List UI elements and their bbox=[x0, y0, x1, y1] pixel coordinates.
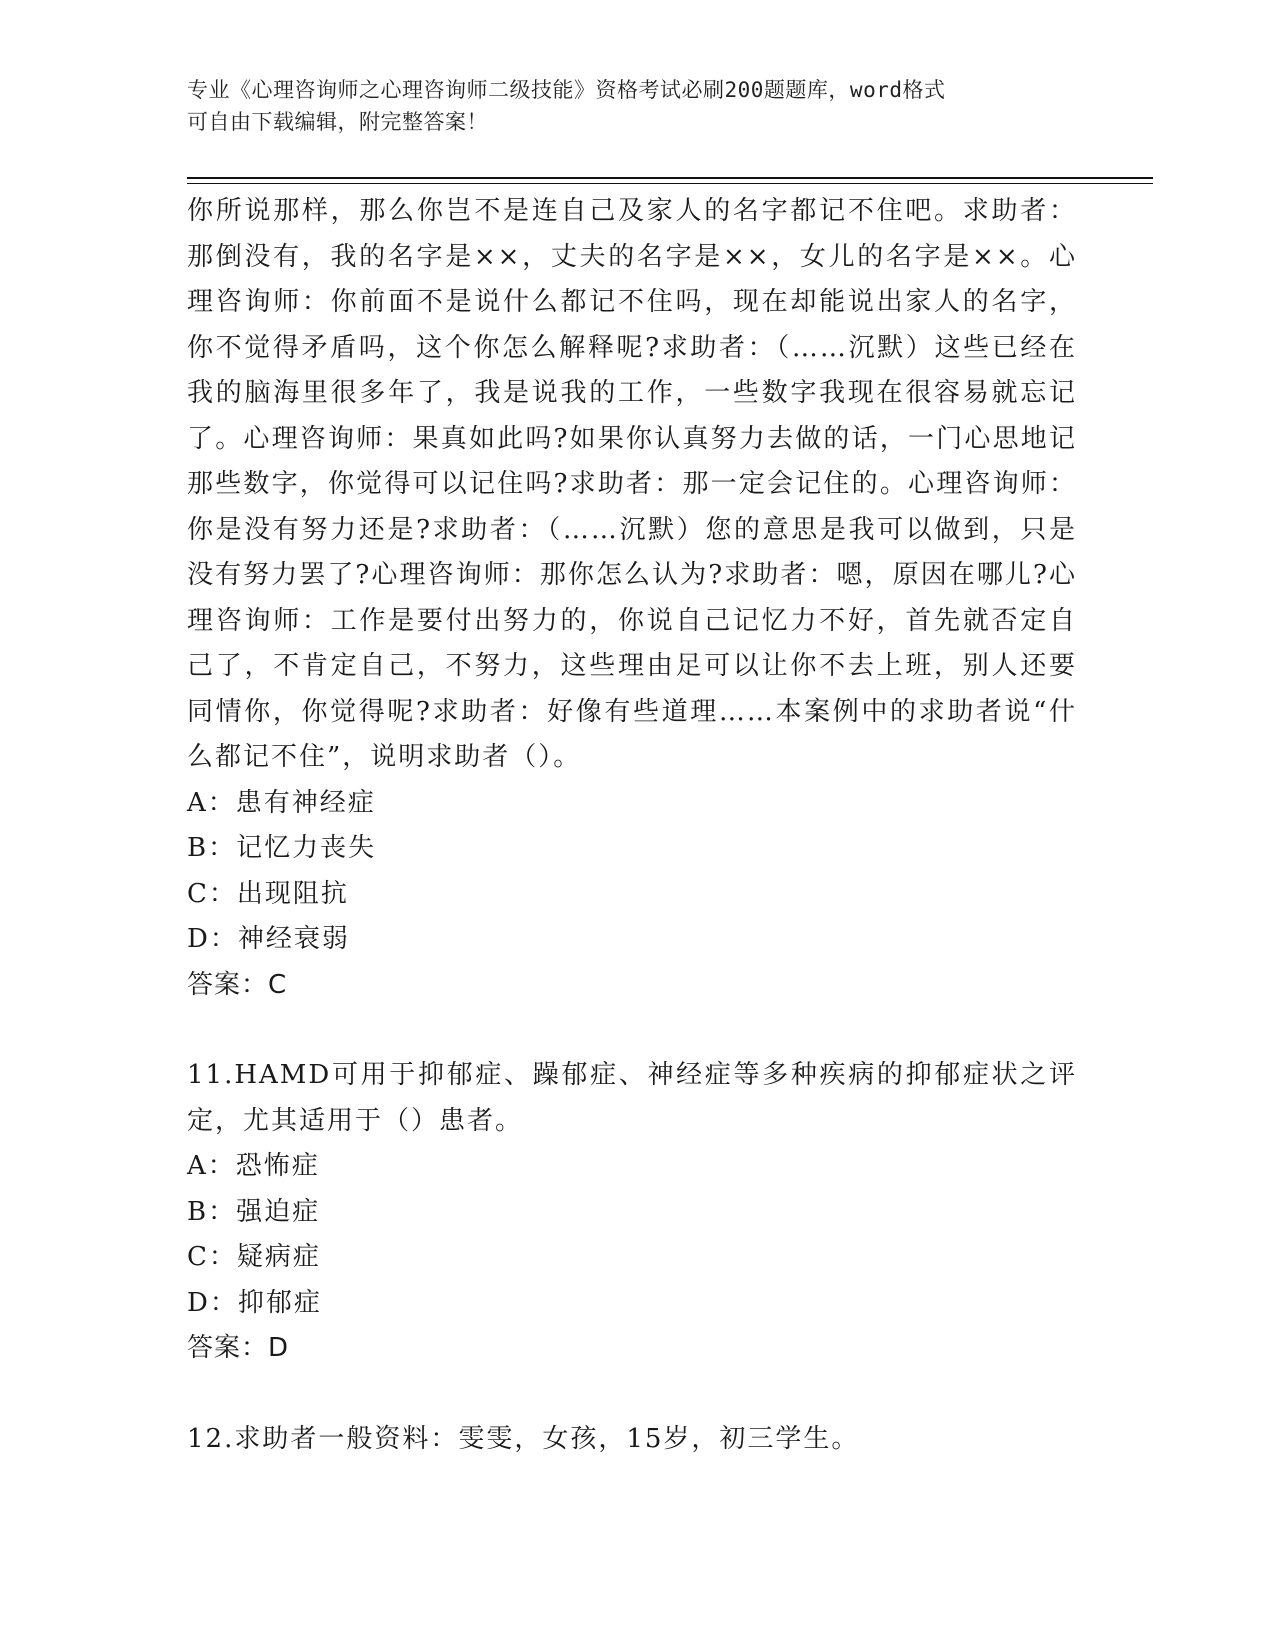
question-text: 你所说那样，那么你岂不是连自己及家人的名字都记不住吧。求助者：那倒没有，我的名字是××，丈夫的名字是××，女儿的名字是××。心理咨询师：你前面不是说什么都记不住吗，现在却能说出家人的名字，你不觉得矛盾吗，这个你怎么解释呢?求助者：（……沉默）这些已经在我的脑海里很多年了，我是说我的工作，一些数字我现在很容易就忘记了。心理咨询师：果真如此吗?如果你认真努力去做的话，一门心思地记那些数字，你觉得可以记住吗?求助者：那一定会记住的。心理咨询师：你是没有努力还是?求助者：（……沉默）您的意思是我可以做到，只是没有努力罢了?心理咨询师：那你怎么认为?求助者：嗯，原因在哪儿?心理咨询师：工作是要付出努力的，你说自己记忆力不好，首先就否定自己了，不肯定自己，不努力，这些理由足可以让你不去上班，别人还要同情你，你觉得呢?求助者：好像有些道理……本案例中的求助者说“什么都记不住”，说明求助者（）。 bbox=[187, 196, 1077, 772]
header-title-line-1: 专业《心理咨询师之心理咨询师二级技能》资格考试必刷200题题库，word格式 bbox=[187, 78, 946, 102]
question-10 bbox=[187, 189, 1077, 1008]
option-c: C：疑病症 bbox=[187, 1242, 321, 1272]
header-title-line-2: 可自由下载编辑，附完整答案！ bbox=[187, 110, 488, 134]
header-divider-thin bbox=[187, 183, 1153, 184]
header-divider-thick bbox=[187, 177, 1153, 179]
question-text: 12.求助者一般资料：雯雯，女孩，15岁，初三学生。 bbox=[187, 1423, 860, 1454]
option-d: D：神经衰弱 bbox=[187, 924, 350, 954]
question-text: 11.HAMD可用于抑郁症、躁郁症、神经症等多种疾病的抑郁症状之评定，尤其适用于（）患者。 bbox=[187, 1060, 1077, 1136]
option-b: B：强迫症 bbox=[187, 1196, 321, 1227]
document-header bbox=[187, 74, 1067, 138]
question-11 bbox=[187, 1053, 1077, 1372]
option-d: D：抑郁症 bbox=[187, 1287, 322, 1318]
option-a: A：患有神经症 bbox=[187, 787, 376, 818]
question-12 bbox=[187, 1417, 1077, 1463]
option-b: B：记忆力丧失 bbox=[187, 833, 377, 863]
option-a: A：恐怖症 bbox=[187, 1151, 320, 1181]
document-body bbox=[187, 189, 1077, 1462]
answer-line: 答案：C bbox=[187, 969, 288, 1000]
answer-line: 答案：D bbox=[187, 1333, 290, 1363]
option-c: C：出现阻抗 bbox=[187, 878, 349, 909]
